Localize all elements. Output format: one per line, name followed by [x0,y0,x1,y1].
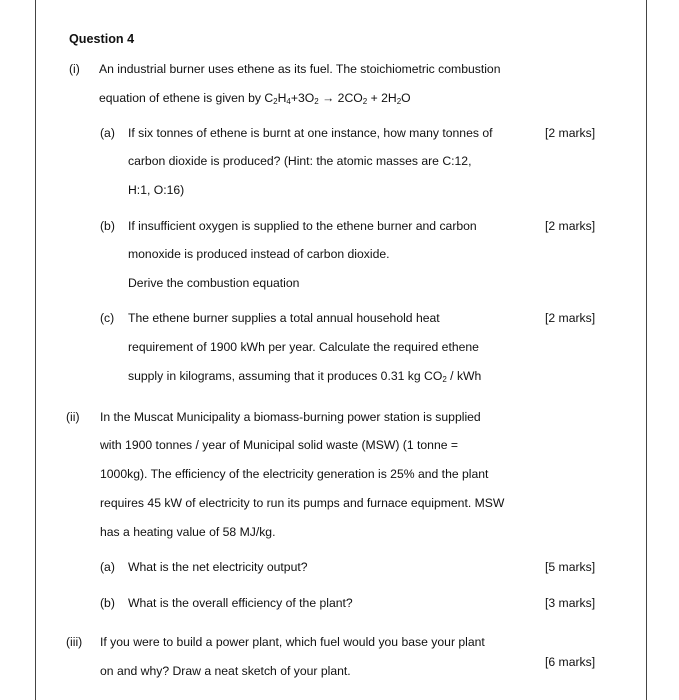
part-ii-a-label: (a) [100,560,115,574]
part-ii-b-marks: [3 marks] [545,596,596,610]
part-i-line2-text: equation of ethene is given by [99,91,265,105]
part-i-line1: An industrial burner uses ethene as its fuel. The stoichiometric combustion [99,62,501,76]
part-i-a-line2: carbon dioxide is produced? (Hint: the atomic masses are C:12, [128,154,472,168]
part-ii-b-text: What is the overall efficiency of the plant? [128,596,353,610]
part-iii-label: (iii) [66,635,83,649]
part-i-line2 [99,91,411,105]
part-ii-label: (ii) [66,410,80,424]
part-iii-line1: If you were to build a power plant, which fuel would you base your plant [100,635,485,649]
part-i-b-line3: Derive the combustion equation [128,276,300,290]
part-ii-line3: 1000kg). The efficiency of the electricity generation is 25% and the plant [100,467,489,481]
part-i-b-label: (b) [100,219,115,233]
part-i-a-line1: If six tonnes of ethene is burnt at one instance, how many tonnes of [128,126,493,140]
part-ii-b-label: (b) [100,596,115,610]
part-i-b-line2: monoxide is produced instead of carbon dioxide. [128,247,390,261]
part-iii-marks: [6 marks] [545,655,596,669]
part-ii-a-text: What is the net electricity output? [128,560,308,574]
part-i-c-label: (c) [100,311,115,325]
part-i-a-marks: [2 marks] [545,126,596,140]
part-ii-line4: requires 45 kW of electricity to run its pumps and furnace equipment. MSW [100,496,505,510]
part-i-c-line2: requirement of 1900 kWh per year. Calculate the required ethene [128,340,479,354]
part-ii-line2: with 1900 tonnes / year of Municipal solid waste (MSW) (1 tonne = [100,438,459,452]
part-ii-a-marks: [5 marks] [545,560,596,574]
page-border-left [35,0,36,700]
question-title: Question 4 [69,32,135,46]
page-border-right [646,0,647,700]
part-iii-line2: on and why? Draw a neat sketch of your plant. [100,664,351,678]
part-i-c-line1: The ethene burner supplies a total annual household heat [128,311,440,325]
part-i-b-line1: If insufficient oxygen is supplied to the ethene burner and carbon [128,219,477,233]
part-i-c-marks: [2 marks] [545,311,596,325]
part-i-a-line3: H:1, O:16) [128,183,185,197]
part-i-c-line3: supply in kilograms, assuming that it produces 0.31 kg $CO_2$ / kWh [128,369,482,384]
part-i-a-label: (a) [100,126,115,140]
part-ii-line1: In the Muscat Municipality a biomass-burning power station is supplied [100,410,481,424]
equation: $C_2H_4+3O_2 \to 2CO_2 + 2H_2O$ [264,91,411,106]
part-i-label: (i) [69,62,80,76]
part-i-b-marks: [2 marks] [545,219,596,233]
part-ii-line5: has a heating value of 58 MJ/kg. [100,525,276,539]
